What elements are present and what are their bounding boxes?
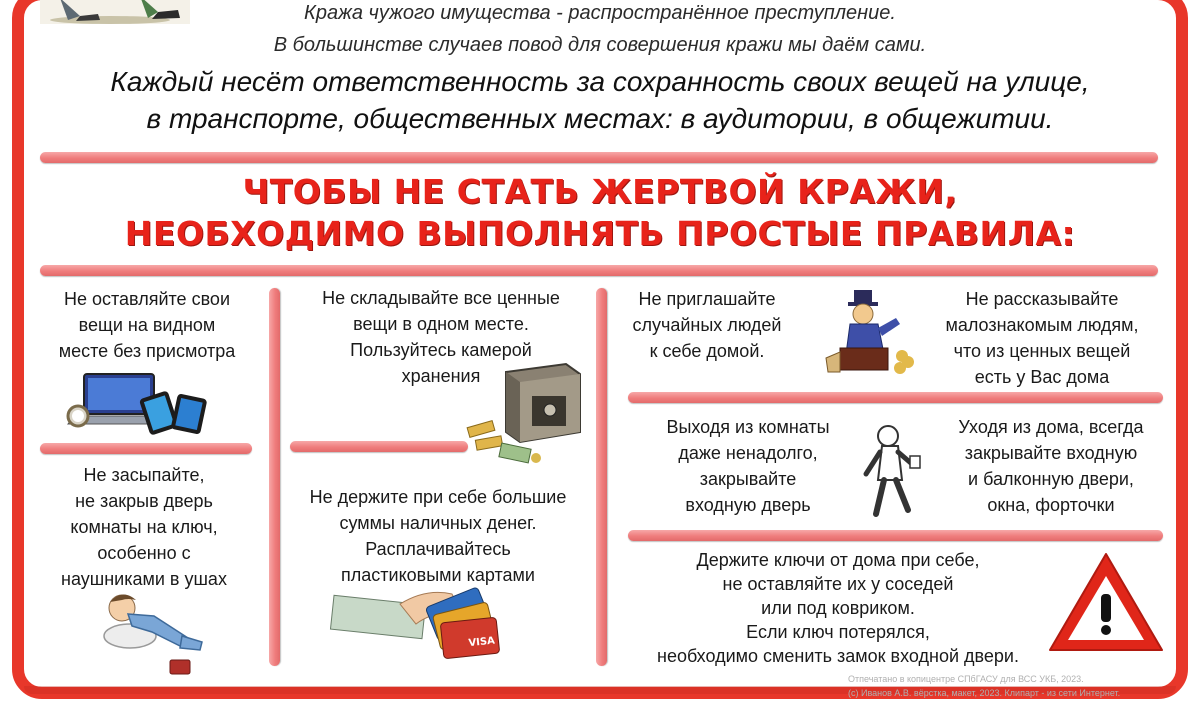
sleeping-student-clipart — [92, 586, 212, 678]
rule-split-valuables: Не складывайте все ценные вещи в одном месте. Пользуйтесь камерой хранения — [322, 288, 560, 386]
divider-headline — [40, 265, 1158, 276]
divider-col3-top — [628, 392, 1163, 403]
column-divider-1 — [269, 288, 280, 666]
rule-unattended-items: Не оставляйте свои вещи на видном месте без присмотра — [58, 289, 236, 361]
column-divider-2 — [596, 288, 607, 666]
divider-col1 — [40, 443, 252, 454]
rule-lock-house-windows: Уходя из дома, всегда закрывайте входную и балконную двери, окна, форточки — [958, 417, 1144, 515]
rule-lock-room-door: Выходя из комнаты даже ненадолго, закрывайте входную дверь — [666, 417, 830, 515]
cards-clipart — [330, 574, 510, 670]
intro-emphasis-1: Каждый несёт ответственность за сохранность своих вещей на улице, — [110, 66, 1090, 97]
headline-line-1: ЧТОБЫ НЕ СТАТЬ ЖЕРТВОЙ КРАЖИ, — [242, 172, 958, 211]
warning-triangle-icon — [1046, 550, 1166, 654]
walking-figure-clipart — [858, 422, 924, 522]
card-label: VISA — [468, 635, 496, 650]
footer-print-note: Отпечатано в копицентре СПбГАСУ для ВСС УКБ, 2023. — [848, 674, 1084, 684]
rule-avoid-cash: Не держите при себе большие суммы наличных денег. Расплачивайтесь пластиковыми картами — [309, 487, 567, 585]
rule-keep-keys: Держите ключи от дома при себе, не оставляйте их у соседей или под ковриком. Если ключ потерялся, необходимо сменить замок входной двери. — [657, 550, 1019, 666]
safe-clipart — [462, 362, 588, 472]
divider-col3-bottom — [628, 530, 1163, 541]
divider-top — [40, 152, 1158, 163]
gadgets-clipart — [62, 372, 212, 434]
rule-no-strangers: Не приглашайте случайных людей к себе домой. — [632, 289, 782, 361]
intro-line-1: Кража чужого имущества - распространённое преступление. — [304, 2, 896, 24]
rich-man-clipart — [824, 288, 922, 378]
intro-emphasis-2: в транспорте, общественных местах: в аудитории, в общежитии. — [146, 103, 1054, 134]
intro-line-2: В большинстве случаев повод для совершения кражи мы даём сами. — [273, 34, 927, 56]
headline-line-2: НЕОБХОДИМО ВЫПОЛНЯТЬ ПРОСТЫЕ ПРАВИЛА: — [124, 214, 1076, 253]
footer-credits: (с) Иванов А.В. вёрстка, макет, 2023. Клипарт - из сети Интернет. — [848, 688, 1121, 698]
divider-col2 — [290, 441, 468, 452]
rule-no-talk-valuables: Не рассказывайте малознакомым людям, что из ценных вещей есть у Вас дома — [945, 289, 1139, 387]
rule-lock-room-before-sleep: Не засыпайте, не закрыв дверь комнаты на ключ, особенно с наушниками в ушах — [61, 465, 227, 589]
